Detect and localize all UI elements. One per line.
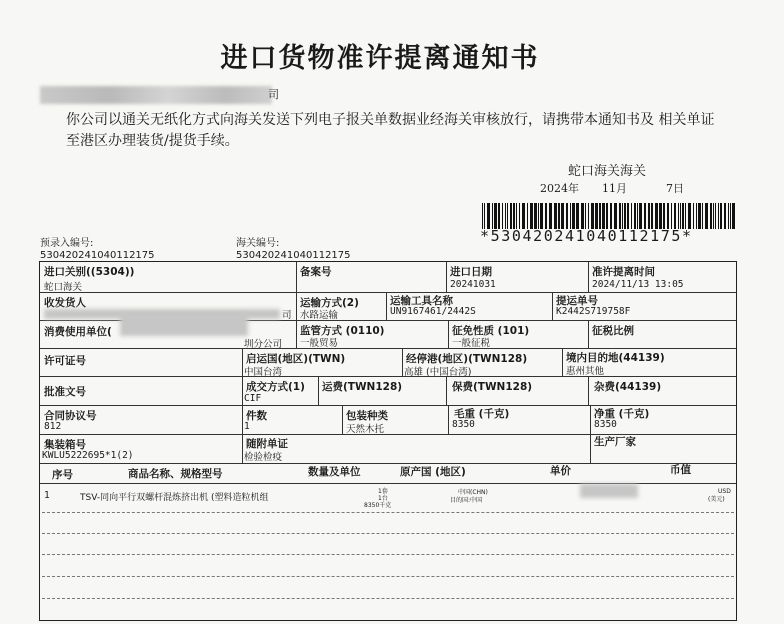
document-title: 进口货物准许提离通知书 xyxy=(220,43,540,74)
barcode-bar xyxy=(585,203,586,229)
barcode-bar xyxy=(730,203,731,229)
record-no-label: 备案号 xyxy=(300,266,332,278)
barcode-bar xyxy=(561,203,564,229)
goods-header-origin: 原产国 (地区) xyxy=(400,466,466,478)
exemption-label: 征免性质 (101) xyxy=(452,325,530,337)
barcode-bar xyxy=(494,203,497,229)
barcode-bar xyxy=(627,203,629,229)
barcode-bar xyxy=(527,203,528,229)
barcode-bar xyxy=(558,203,560,229)
form-col-divider xyxy=(242,348,243,376)
goods-row-origin-2: 目的国:中国 xyxy=(450,497,483,504)
barcode-bar xyxy=(715,203,716,229)
bill-no-value: K2442S719758F xyxy=(556,306,631,317)
barcode-bar xyxy=(732,203,735,229)
goods-empty-row-line xyxy=(42,598,734,599)
goods-empty-row-line xyxy=(42,554,734,555)
manufacturer-label: 生产厂家 xyxy=(594,436,636,448)
barcode-bar xyxy=(705,203,708,229)
barcode-bar xyxy=(713,203,714,229)
barcode-bar xyxy=(655,203,658,229)
form-col-divider xyxy=(446,262,447,292)
form-col-divider xyxy=(342,405,343,434)
barcode-bar xyxy=(570,203,571,229)
origin-country-label: 启运国(地区)(TWN) xyxy=(246,353,346,365)
package-type-value: 天然木托 xyxy=(346,424,385,435)
release-time-value: 2024/11/13 13:05 xyxy=(592,279,684,290)
barcode-bar xyxy=(696,203,697,229)
form-col-divider xyxy=(296,262,297,292)
license-label: 许可证号 xyxy=(44,355,86,367)
goods-header-currency: 币值 xyxy=(670,464,691,476)
form-col-divider xyxy=(588,320,589,348)
bill-no-label: 提运单号 xyxy=(556,295,598,307)
goods-row-seq: 1 xyxy=(44,490,50,501)
barcode-bar xyxy=(606,203,608,229)
goods-row-qty-1: 1套 xyxy=(378,488,388,495)
barcode-bar xyxy=(619,203,621,229)
barcode-bar xyxy=(507,203,508,229)
goods-header-name: 商品名称、规格型号 xyxy=(128,468,223,480)
barcode-bar xyxy=(595,203,598,229)
contract-no-label: 合同协议号 xyxy=(44,410,97,422)
form-col-divider xyxy=(242,405,243,434)
gross-weight-value: 8350 xyxy=(452,419,475,430)
insurance-label: 保费(TWN128) xyxy=(452,381,533,393)
vessel-value: UN9167461/2442S xyxy=(390,306,476,317)
barcode-bar xyxy=(693,203,694,229)
form-col-divider xyxy=(242,376,243,405)
barcode-bar xyxy=(728,203,729,229)
barcode-bar xyxy=(492,203,493,229)
form-col-divider xyxy=(588,376,589,405)
barcode-bar xyxy=(591,203,594,229)
redacted-consumer xyxy=(120,314,248,336)
transport-mode-label: 运输方式(2) xyxy=(300,297,359,309)
barcode-bar xyxy=(534,203,537,229)
form-row-divider xyxy=(40,376,736,377)
form-row-divider xyxy=(40,463,736,464)
import-port-value: 蛇口海关 xyxy=(44,282,83,293)
barcode-bar xyxy=(505,203,506,229)
form-row-divider xyxy=(40,292,736,293)
goods-row-name: TSV-同向平行双螺杆混炼挤出机 (塑料造粒机组 xyxy=(80,493,269,503)
barcode-bar xyxy=(720,203,722,229)
barcode-bar xyxy=(519,203,520,229)
pre-entry-number: 530420241040112175 xyxy=(40,250,155,261)
barcode-bar xyxy=(680,203,681,229)
consignee-value-suffix: 司 xyxy=(282,310,292,321)
form-col-divider xyxy=(590,434,591,463)
notice-text: 你公司以通关无纸化方式向海关发送下列电子报关单数据业经海关审核放行，请携带本通知书及 相关单证至港区办理装货/提货手续。 xyxy=(66,112,715,149)
transport-mode-value: 水路运输 xyxy=(300,310,339,321)
recipient-suffix: 司 xyxy=(268,88,279,101)
destination-label: 境内目的地(44139) xyxy=(566,352,665,364)
supervision-value: 一般贸易 xyxy=(300,338,339,349)
barcode-bar xyxy=(572,203,575,229)
barcode-bar xyxy=(702,203,703,229)
barcode-bar xyxy=(724,203,726,229)
form-col-divider xyxy=(588,262,589,292)
exemption-value: 一般征税 xyxy=(452,338,491,349)
consumer-value-suffix: 圳分公司 xyxy=(244,339,283,350)
gross-weight-label: 毛重 (千克) xyxy=(454,408,510,420)
date-month: 11月 xyxy=(602,182,627,195)
barcode-bar xyxy=(530,203,533,229)
form-col-divider xyxy=(590,405,591,434)
barcode-bar xyxy=(510,203,512,229)
form-row-divider xyxy=(40,348,736,349)
goods-row-currency-name: (美元) xyxy=(708,496,725,503)
barcode-bar xyxy=(498,203,500,229)
pre-entry-label: 预录入编号: xyxy=(40,238,94,249)
barcode-bar xyxy=(644,203,646,229)
barcode-bar xyxy=(522,203,525,229)
form-col-divider xyxy=(296,320,297,348)
barcode-bar xyxy=(718,203,719,229)
goods-empty-row-line xyxy=(42,576,734,577)
form-col-divider xyxy=(562,348,563,376)
form-col-divider xyxy=(448,405,449,434)
date-day: 7日 xyxy=(666,182,684,195)
barcode-bar xyxy=(688,203,691,229)
barcode-bar xyxy=(566,203,568,229)
form-col-divider xyxy=(296,292,297,320)
barcode-bar xyxy=(581,203,584,229)
form-col-divider xyxy=(552,292,553,320)
attached-docs-value: 检验检疫 xyxy=(244,452,283,463)
goods-header-qty: 数量及单位 xyxy=(308,466,361,478)
barcode-image xyxy=(482,203,738,229)
barcode-bar xyxy=(685,203,686,229)
barcode-bar xyxy=(622,203,623,229)
barcode-bar xyxy=(487,203,490,229)
form-col-divider xyxy=(446,376,447,405)
barcode-bar xyxy=(663,203,665,229)
misc-fee-label: 杂费(44139) xyxy=(594,381,662,393)
barcode-bar xyxy=(631,203,632,229)
barcode-bar xyxy=(634,203,636,229)
barcode-bar xyxy=(602,203,605,229)
goods-header-price: 单价 xyxy=(550,465,571,477)
deal-mode-value: CIF xyxy=(244,393,262,404)
customs-no-label: 海关编号: xyxy=(236,238,280,249)
barcode-bar xyxy=(710,203,712,229)
customs-number: 530420241040112175 xyxy=(236,250,351,261)
package-type-label: 包装种类 xyxy=(346,410,388,422)
container-no-value: KWLU5222695*1(2) xyxy=(42,450,134,461)
barcode-bar xyxy=(698,203,701,229)
barcode-bar xyxy=(482,203,483,229)
barcode-bar xyxy=(674,203,676,229)
approval-no-label: 批准文号 xyxy=(44,386,86,398)
form-col-divider xyxy=(448,320,449,348)
goods-row-qty-2: 1台 xyxy=(378,495,388,502)
barcode-bar xyxy=(639,203,642,229)
barcode-bar xyxy=(651,203,653,229)
issuer-office: 蛇口海关海关 xyxy=(568,164,647,179)
consignee-label: 收发货人 xyxy=(44,297,86,309)
transit-port-label: 经停港(地区)(TWN128) xyxy=(406,353,528,365)
barcode-bar xyxy=(576,203,579,229)
date-year: 2024年 xyxy=(540,182,579,195)
attached-docs-label: 随附单证 xyxy=(246,438,288,450)
destination-value: 惠州其他 xyxy=(566,366,605,377)
barcode-bar xyxy=(614,203,617,229)
contract-no-value: 812 xyxy=(44,421,62,432)
supervision-label: 监管方式 (0110) xyxy=(300,325,385,337)
form-col-divider xyxy=(386,292,387,320)
barcode-bar xyxy=(484,203,485,229)
form-col-divider xyxy=(318,376,319,405)
container-no-label: 集装箱号 xyxy=(44,439,86,451)
redacted-unit-price xyxy=(580,484,638,498)
freight-label: 运费(TWN128) xyxy=(322,381,403,393)
barcode-bar xyxy=(648,203,650,229)
goods-row-origin-1: 中国(CHN) xyxy=(458,489,488,496)
barcode-text: *530420241040112175* xyxy=(480,227,693,245)
goods-header-seq: 序号 xyxy=(52,469,73,481)
barcode-bar xyxy=(516,203,517,229)
goods-empty-row-line xyxy=(42,533,734,534)
form-col-divider xyxy=(402,348,403,376)
net-weight-label: 净重 (千克) xyxy=(594,408,650,420)
barcode-bar xyxy=(610,203,612,229)
barcode-bar xyxy=(667,203,669,229)
goods-empty-row-line xyxy=(42,512,734,513)
packages-label: 件数 xyxy=(246,410,267,422)
barcode-bar xyxy=(637,203,638,229)
barcode-bar xyxy=(554,203,557,229)
barcode-bar xyxy=(624,203,626,229)
barcode-bar xyxy=(545,203,547,229)
import-date-value: 20241031 xyxy=(450,279,496,290)
barcode-bar xyxy=(671,203,672,229)
barcode-bar xyxy=(549,203,552,229)
redacted-recipient-name xyxy=(40,86,272,104)
consumer-label: 消费使用单位( xyxy=(44,326,112,338)
barcode-bar xyxy=(538,203,539,229)
packages-value: 1 xyxy=(244,421,250,432)
release-time-label: 准许提离时间 xyxy=(592,266,655,278)
barcode-bar xyxy=(678,203,679,229)
transit-port-value: 高雄 (中国台湾) xyxy=(404,367,472,378)
tax-rate-label: 征税比例 xyxy=(592,325,634,337)
origin-country-value: 中国台湾 xyxy=(244,367,283,378)
goods-row-qty-3: 8350千克 xyxy=(364,502,392,509)
deal-mode-label: 成交方式(1) xyxy=(246,381,305,393)
import-date-label: 进口日期 xyxy=(450,266,492,278)
barcode-bar xyxy=(599,203,601,229)
barcode-bar xyxy=(659,203,662,229)
vessel-label: 运输工具名称 xyxy=(390,295,453,307)
net-weight-value: 8350 xyxy=(594,419,617,430)
goods-row-currency-code: USD xyxy=(718,488,731,495)
barcode-bar xyxy=(540,203,543,229)
barcode-bar xyxy=(502,203,503,229)
import-port-label: 进口关别((5304)) xyxy=(44,266,135,278)
barcode-bar xyxy=(682,203,684,229)
barcode-bar xyxy=(513,203,515,229)
barcode-bar xyxy=(588,203,589,229)
form-col-divider xyxy=(242,434,243,463)
